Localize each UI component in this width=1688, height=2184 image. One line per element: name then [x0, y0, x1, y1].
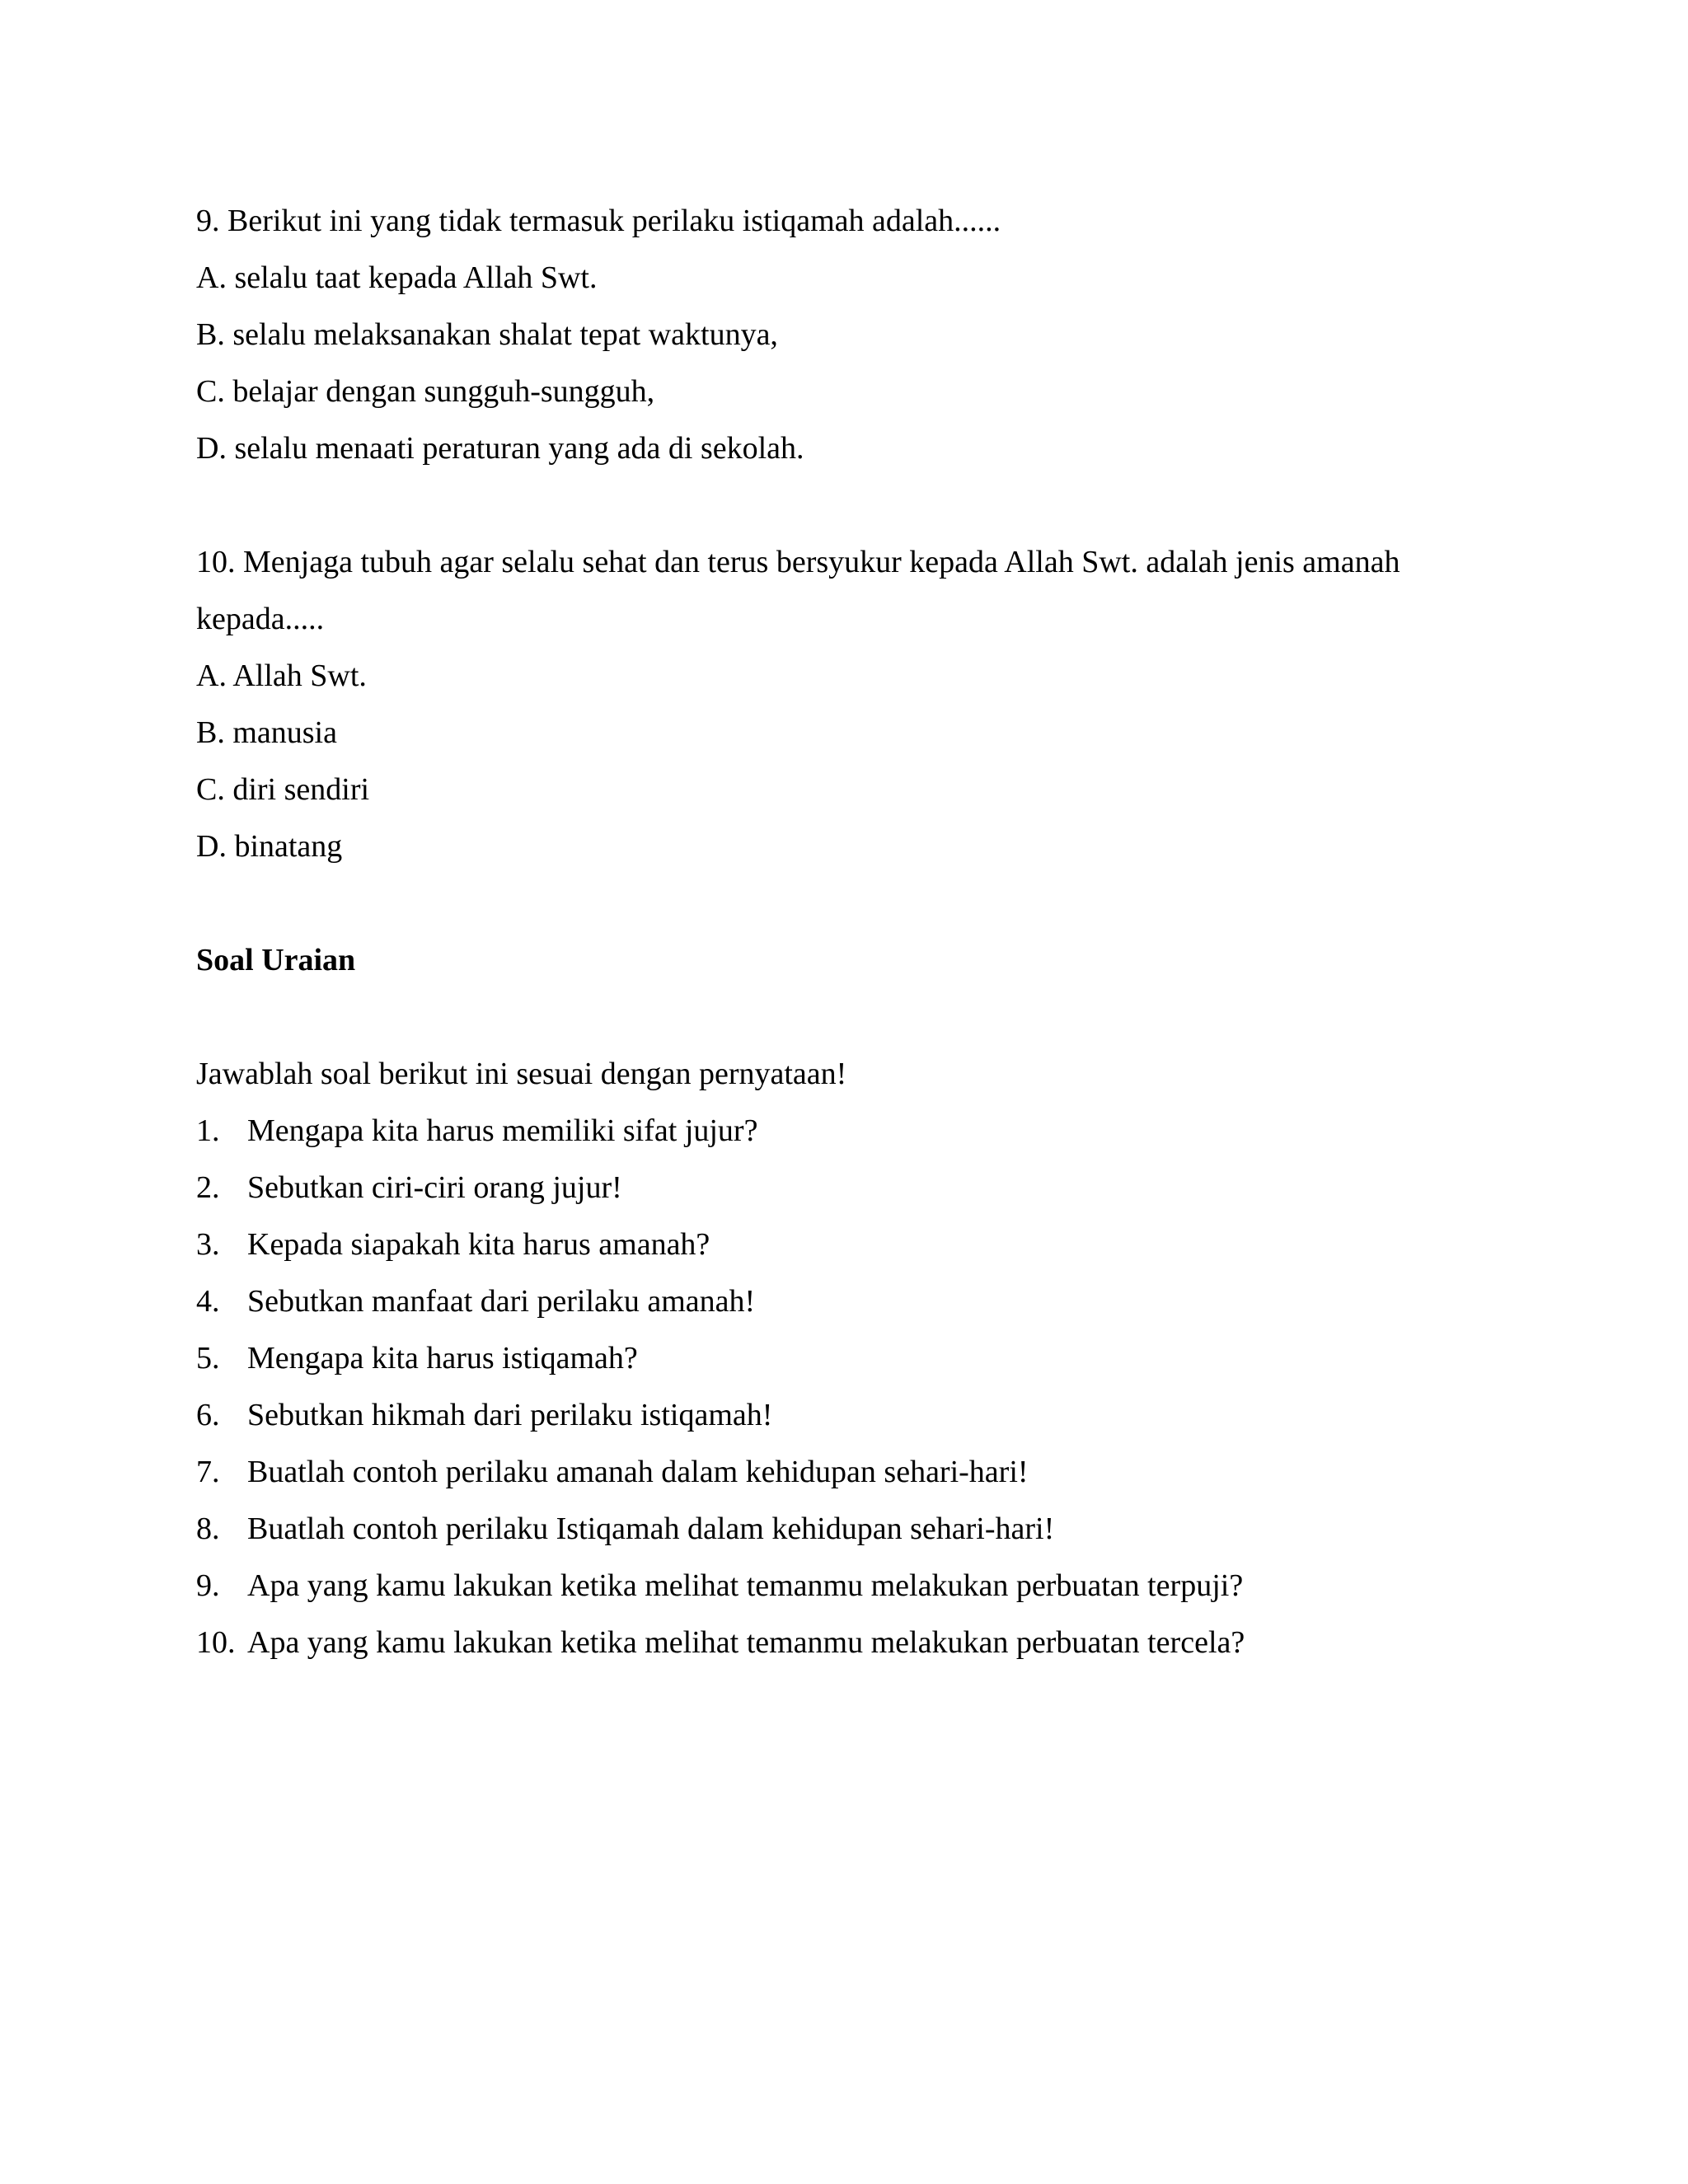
item-text: Apa yang kamu lakukan ketika melihat temanmu melakukan perbuatan tercela?: [247, 1625, 1245, 1660]
list-item: [196, 1444, 1515, 1501]
question-text: 9. Berikut ini yang tidak termasuk perilaku istiqamah adalah......: [196, 204, 1001, 238]
item-number: 5.: [196, 1341, 220, 1376]
option-a: A. Allah Swt.: [196, 658, 367, 693]
item-text: Apa yang kamu lakukan ketika melihat temanmu melakukan perbuatan terpuji?: [247, 1568, 1244, 1603]
question-text-line-1: 10. Menjaga tubuh agar selalu sehat dan terus bersyukur kepada Allah Swt. adalah jenis amanah: [196, 545, 1400, 579]
list-item: [196, 1387, 1515, 1444]
list-item: [196, 1103, 1515, 1160]
option-b: B. manusia: [196, 715, 337, 750]
mc-question-9: [196, 193, 1515, 477]
item-number: 3.: [196, 1227, 220, 1262]
spacer: [196, 989, 1515, 1046]
item-number: 2.: [196, 1170, 220, 1205]
list-item: [196, 1273, 1515, 1330]
list-item: [196, 1216, 1515, 1273]
essay-instruction: Jawablah soal berikut ini sesuai dengan pernyataan!: [196, 1057, 847, 1091]
spacer: [196, 477, 1515, 534]
item-text: Mengapa kita harus istiqamah?: [247, 1341, 638, 1376]
item-text: Sebutkan manfaat dari perilaku amanah!: [247, 1284, 756, 1319]
option-b: B. selalu melaksanakan shalat tepat waktunya,: [196, 317, 778, 352]
item-text: Buatlah contoh perilaku Istiqamah dalam kehidupan sehari-hari!: [247, 1511, 1055, 1546]
list-item: [196, 1330, 1515, 1387]
option-d: D. binatang: [196, 829, 343, 864]
item-number: 10.: [196, 1625, 236, 1660]
item-number: 8.: [196, 1511, 220, 1546]
spacer: [196, 875, 1515, 932]
section-heading: Soal Uraian: [196, 943, 356, 977]
list-item: [196, 1501, 1515, 1558]
option-c: C. belajar dengan sungguh-sungguh,: [196, 374, 655, 409]
item-text: Buatlah contoh perilaku amanah dalam kehidupan sehari-hari!: [247, 1455, 1029, 1489]
option-c: C. diri sendiri: [196, 772, 370, 807]
question-text-line-2: kepada.....: [196, 602, 325, 636]
list-item: [196, 1615, 1515, 1671]
item-number: 7.: [196, 1455, 220, 1489]
item-number: 1.: [196, 1113, 220, 1148]
option-d: D. selalu menaati peraturan yang ada di sekolah.: [196, 431, 804, 466]
item-text: Kepada siapakah kita harus amanah?: [247, 1227, 710, 1262]
list-item: [196, 1160, 1515, 1216]
item-text: Mengapa kita harus memiliki sifat jujur?: [247, 1113, 758, 1148]
item-number: 4.: [196, 1284, 220, 1319]
item-text: Sebutkan hikmah dari perilaku istiqamah!: [247, 1398, 773, 1432]
item-text: Sebutkan ciri-ciri orang jujur!: [247, 1170, 622, 1205]
list-item: [196, 1558, 1515, 1615]
essay-list: [196, 1103, 1515, 1671]
item-number: 9.: [196, 1568, 220, 1603]
option-a: A. selalu taat kepada Allah Swt.: [196, 260, 598, 295]
item-number: 6.: [196, 1398, 220, 1432]
mc-question-10: [196, 534, 1515, 875]
page-content: [196, 193, 1515, 1671]
